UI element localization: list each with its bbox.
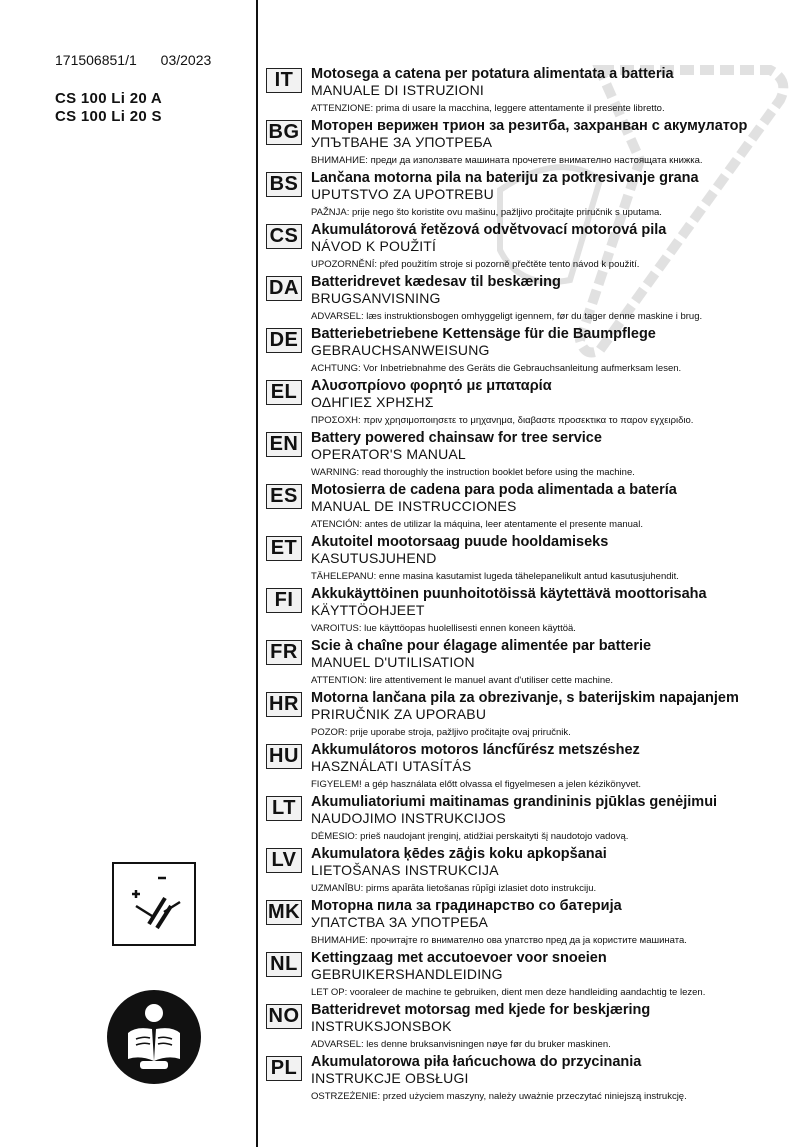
- language-block-fr: [266, 638, 806, 690]
- product-title: Моторен верижен трион за резитба, захранван с акумулатор: [311, 118, 748, 134]
- manual-subtitle: LIETOŠANAS INSTRUKCIJA: [311, 862, 499, 878]
- product-title: Scie à chaîne pour élagage alimentée par batterie: [311, 638, 652, 654]
- language-block-da: [266, 274, 806, 326]
- manual-subtitle: OPERATOR'S MANUAL: [311, 446, 466, 462]
- language-block-pl: [266, 1054, 806, 1106]
- manual-subtitle: MANUAL DE INSTRUCCIONES: [311, 498, 517, 514]
- left-column: [0, 0, 256, 1147]
- language-code: DA: [266, 276, 302, 301]
- warning-text: UZMANĪBU: pirms aparāta lietošanas rūpīgi izlasiet doto instrukciju.: [311, 883, 597, 894]
- manual-subtitle: УПЪТВАНЕ ЗА УПОТРЕБА: [311, 134, 493, 150]
- language-block-mk: [266, 898, 806, 950]
- product-title: Akkukäyttöinen puunhoitotöissä käytettävä moottorisaha: [311, 586, 707, 602]
- product-title: Akumuliatoriumi maitinamas grandininis pjūklas genėjimui: [311, 794, 718, 810]
- language-code: CS: [266, 224, 302, 249]
- product-title: Battery powered chainsaw for tree service: [311, 430, 602, 446]
- product-title: Akutoitel mootorsaag puude hooldamiseks: [311, 534, 609, 550]
- language-code: EN: [266, 432, 302, 457]
- document-date: 03/2023: [160, 52, 212, 68]
- product-title: Motosierra de cadena para poda alimentada a batería: [311, 482, 677, 498]
- language-block-bs: [266, 170, 806, 222]
- language-block-cs: [266, 222, 806, 274]
- manual-subtitle: УПАТСТВА ЗА УПОТРЕБА: [311, 914, 489, 930]
- language-block-hu: [266, 742, 806, 794]
- warning-text: LET OP: vooraleer de machine te gebruiken, dient men deze handleiding aandachtig te lezen.: [311, 987, 706, 998]
- manual-subtitle: HASZNÁLATI UTASÍTÁS: [311, 758, 472, 774]
- manual-subtitle: GEBRAUCHSANWEISUNG: [311, 342, 490, 358]
- language-code: IT: [266, 68, 302, 93]
- warning-text: DĖMESIO: prieš naudojant įrenginį, atidžiai perskaityti šį naudotojo vadovą.: [311, 831, 629, 842]
- manual-subtitle: MANUALE DI ISTRUZIONI: [311, 82, 484, 98]
- warning-text: POZOR: prije uporabe stroja, pažljivo pročitajte ovaj priručnik.: [311, 727, 571, 738]
- warning-text: ΠΡΟΣΟΧΗ: πριν χρησιμοποιησετε το μηχανημα, διαβαστε προσεκτικα το παρον εγχειριδιο.: [311, 415, 694, 426]
- warning-text: OSTRZEŻENIE: przed użyciem maszyny, należy uważnie przeczytać niniejszą instrukcję.: [311, 1091, 687, 1102]
- language-code: FI: [266, 588, 302, 613]
- column-divider: [256, 0, 258, 1147]
- warning-text: ATENCIÓN: antes de utilizar la máquina, leer atentamente el presente manual.: [311, 519, 643, 530]
- language-block-de: [266, 326, 806, 378]
- language-block-no: [266, 1002, 806, 1054]
- product-title: Motorna lančana pila za obrezivanje, s baterijskim napajanjem: [311, 690, 739, 706]
- language-block-fi: [266, 586, 806, 638]
- language-block-nl: [266, 950, 806, 1002]
- read-manual-icon: [106, 989, 202, 1085]
- language-block-es: [266, 482, 806, 534]
- product-title: Akumulatorowa piła łańcuchowa do przycinania: [311, 1054, 642, 1070]
- manual-subtitle: BRUGSANVISNING: [311, 290, 441, 306]
- language-block-en: [266, 430, 806, 482]
- manual-subtitle: UPUTSTVO ZA UPOTREBU: [311, 186, 494, 202]
- language-code: HR: [266, 692, 302, 717]
- language-block-lt: [266, 794, 806, 846]
- language-code: PL: [266, 1056, 302, 1081]
- language-code: ES: [266, 484, 302, 509]
- language-code: LT: [266, 796, 302, 821]
- warning-text: ATTENZIONE: prima di usare la macchina, leggere attentamente il presente libretto.: [311, 103, 665, 114]
- battery-polarity-icon: [112, 862, 196, 946]
- manual-subtitle: GEBRUIKERSHANDLEIDING: [311, 966, 503, 982]
- warning-text: TÄHELEPANU: enne masina kasutamist lugeda tähelepanelikult antud kasutusjuhendit.: [311, 571, 679, 582]
- product-title: Αλυσοπρίονο φορητό με μπαταρία: [311, 378, 552, 394]
- warning-text: ADVARSEL: læs instruktionsbogen omhyggeligt igennem, før du tager denne maskine i brug.: [311, 311, 703, 322]
- language-code: NO: [266, 1004, 302, 1029]
- warning-text: ВНИМАНИЕ: преди да използвате машината прочетете внимателно настоящата книжка.: [311, 155, 703, 166]
- product-title: Motosega a catena per potatura alimentata a batteria: [311, 66, 674, 82]
- document-code: 171506851/1: [55, 52, 137, 68]
- warning-text: VAROITUS: lue käyttöopas huolellisesti ennen koneen käyttöä.: [311, 623, 576, 634]
- language-code: BG: [266, 120, 302, 145]
- warning-text: ATTENTION: lire attentivement le manuel avant d'utiliser cette machine.: [311, 675, 614, 686]
- manual-subtitle: INSTRUKSJONSBOK: [311, 1018, 452, 1034]
- language-block-el: [266, 378, 806, 430]
- product-title: Akumulatora ķēdes zāģis koku apkopšanai: [311, 846, 607, 862]
- model-name: CS 100 Li 20 A: [55, 90, 163, 107]
- language-code: FR: [266, 640, 302, 665]
- warning-text: FIGYELEM! a gép használata előtt olvassa el figyelmesen a jelen kézikönyvet.: [311, 779, 642, 790]
- product-title: Batteridrevet motorsag med kjede for beskjæring: [311, 1002, 651, 1018]
- language-code: MK: [267, 901, 301, 923]
- warning-text: ADVARSEL: les denne bruksanvisningen nøye før du bruker maskinen.: [311, 1039, 611, 1050]
- manual-subtitle: KASUTUSJUHEND: [311, 550, 437, 566]
- product-title: Kettingzaag met accutoevoer voor snoeien: [311, 950, 607, 966]
- warning-text: UPOZORNĚNÍ: před použitím stroje si pozorně přečtěte tento návod k použití.: [311, 259, 640, 270]
- language-code: EL: [266, 380, 302, 405]
- product-title: Batteridrevet kædesav til beskæring: [311, 274, 561, 290]
- language-code: BS: [266, 172, 302, 197]
- language-code: NL: [266, 952, 302, 977]
- language-code: HU: [266, 744, 302, 769]
- language-code: LV: [266, 848, 302, 873]
- language-block-lv: [266, 846, 806, 898]
- manual-subtitle: ΟΔΗΓΙΕΣ ΧΡΗΣΗΣ: [311, 394, 434, 410]
- manual-subtitle: INSTRUKCJE OBSŁUGI: [311, 1070, 469, 1086]
- warning-text: PAŽNJA: prije nego što koristite ovu mašinu, pažljivo pročitajte priručnik s uputama.: [311, 207, 662, 218]
- model-name: CS 100 Li 20 S: [55, 108, 162, 125]
- product-title: Batteriebetriebene Kettensäge für die Baumpflege: [311, 326, 656, 342]
- product-title: Akumulátorová řetězová odvětvovací motorová pila: [311, 222, 667, 238]
- language-code: ET: [266, 536, 302, 561]
- manual-subtitle: NAUDOJIMO INSTRUKCIJOS: [311, 810, 506, 826]
- warning-text: ACHTUNG: Vor Inbetriebnahme des Geräts die Gebrauchsanleitung aufmerksam lesen.: [311, 363, 682, 374]
- document-id: [55, 52, 211, 68]
- product-title: Akkumulátoros motoros láncfűrész metszéshez: [311, 742, 640, 758]
- manual-subtitle: NÁVOD K POUŽITÍ: [311, 238, 437, 254]
- manual-subtitle: KÄYTTÖOHJEET: [311, 602, 425, 618]
- language-block-et: [266, 534, 806, 586]
- language-block-bg: [266, 118, 806, 170]
- language-code: DE: [266, 328, 302, 353]
- warning-text: ВНИМАНИЕ: прочитајте го внимателно ова упатство пред да ја користите машината.: [311, 935, 687, 946]
- language-block-hr: [266, 690, 806, 742]
- language-block-it: [266, 66, 806, 118]
- manual-subtitle: PRIRUČNIK ZA UPORABU: [311, 706, 487, 722]
- warning-text: WARNING: read thoroughly the instruction booklet before using the machine.: [311, 467, 635, 478]
- product-title: Lančana motorna pila na bateriju za potkresivanje grana: [311, 170, 699, 186]
- product-title: Моторна пила за градинарство со батерија: [311, 898, 622, 914]
- manual-subtitle: MANUEL D'UTILISATION: [311, 654, 475, 670]
